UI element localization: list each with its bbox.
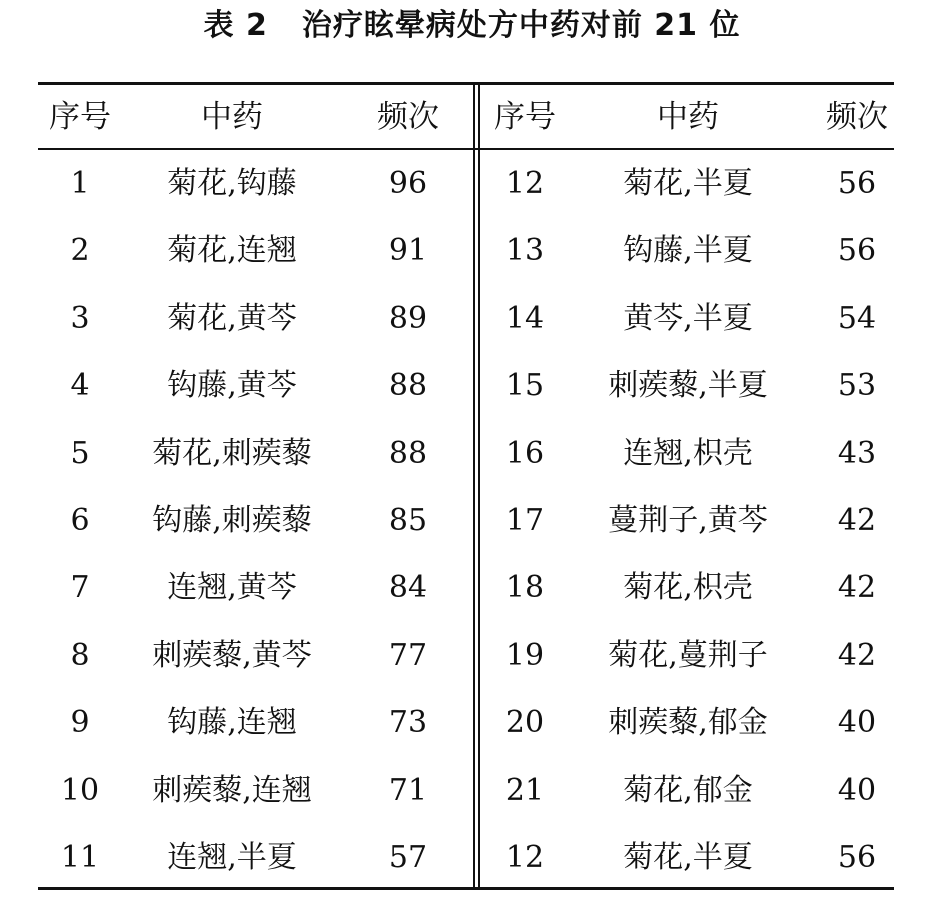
table-row bbox=[0, 154, 944, 214]
cell-frequency: 91 bbox=[388, 233, 428, 269]
cell-frequency: 88 bbox=[388, 368, 428, 404]
cell-frequency: 53 bbox=[837, 368, 877, 404]
cell-seq: 18 bbox=[505, 570, 545, 606]
header-seq: 序号 bbox=[49, 99, 111, 135]
table-title bbox=[0, 6, 944, 46]
cell-herb-pair: 菊花,枳壳 bbox=[623, 570, 753, 606]
cell-herb-pair: 钩藤,半夏 bbox=[623, 233, 753, 269]
header-rule bbox=[38, 148, 894, 150]
table-row bbox=[0, 356, 944, 416]
cell-herb-pair: 连翘,枳壳 bbox=[623, 435, 753, 471]
table-row bbox=[0, 693, 944, 753]
cell-seq: 4 bbox=[70, 368, 90, 404]
cell-frequency: 96 bbox=[388, 166, 428, 201]
cell-herb-pair: 蔓荆子,黄芩 bbox=[608, 503, 768, 538]
cell-herb-pair: 菊花,蔓荆子 bbox=[608, 637, 768, 673]
header-seq: 序号 bbox=[494, 99, 556, 135]
cell-herb-pair: 连翘,黄芩 bbox=[167, 570, 297, 606]
cell-frequency: 84 bbox=[388, 570, 428, 606]
cell-frequency: 56 bbox=[837, 840, 877, 875]
cell-seq: 1 bbox=[70, 166, 90, 201]
cell-seq: 12 bbox=[505, 840, 545, 875]
cell-frequency: 42 bbox=[837, 503, 877, 538]
cell-herb-pair: 刺蒺藜,黄芩 bbox=[152, 637, 312, 673]
cell-frequency: 42 bbox=[837, 637, 877, 673]
cell-seq: 12 bbox=[505, 166, 545, 201]
cell-seq: 2 bbox=[70, 233, 90, 269]
cell-frequency: 77 bbox=[388, 637, 428, 673]
cell-herb-pair: 钩藤,刺蒺藜 bbox=[152, 503, 312, 538]
cell-herb-pair: 菊花,半夏 bbox=[623, 840, 753, 875]
cell-seq: 13 bbox=[505, 233, 545, 269]
cell-frequency: 40 bbox=[837, 705, 877, 741]
cell-frequency: 88 bbox=[388, 435, 428, 471]
header-herb: 中药 bbox=[201, 99, 263, 135]
top-rule bbox=[38, 82, 894, 85]
header-herb: 中药 bbox=[657, 99, 719, 135]
header-freq: 频次 bbox=[826, 99, 888, 135]
cell-seq: 10 bbox=[60, 772, 100, 808]
cell-seq: 20 bbox=[505, 705, 545, 741]
cell-seq: 8 bbox=[70, 637, 90, 673]
cell-frequency: 42 bbox=[837, 570, 877, 606]
cell-herb-pair: 刺蒺藜,连翘 bbox=[152, 772, 312, 808]
cell-herb-pair: 菊花,钩藤 bbox=[167, 166, 297, 201]
cell-frequency: 73 bbox=[388, 705, 428, 741]
cell-seq: 6 bbox=[70, 503, 90, 538]
cell-herb-pair: 连翘,半夏 bbox=[167, 840, 297, 875]
cell-seq: 5 bbox=[70, 435, 90, 471]
cell-seq: 14 bbox=[505, 300, 545, 336]
cell-herb-pair: 菊花,郁金 bbox=[623, 772, 753, 808]
table-row bbox=[0, 761, 944, 821]
table-row bbox=[0, 626, 944, 686]
cell-seq: 16 bbox=[505, 435, 545, 471]
cell-frequency: 40 bbox=[837, 772, 877, 808]
table-row bbox=[0, 221, 944, 281]
cell-seq: 3 bbox=[70, 300, 90, 336]
cell-seq: 15 bbox=[505, 368, 545, 404]
cell-frequency: 89 bbox=[388, 300, 428, 336]
cell-seq: 7 bbox=[70, 570, 90, 606]
cell-herb-pair: 菊花,半夏 bbox=[623, 166, 753, 201]
table-caption: 治疗眩晕病处方中药对前 21 位 bbox=[301, 8, 741, 43]
cell-herb-pair: 钩藤,连翘 bbox=[167, 705, 297, 741]
cell-frequency: 85 bbox=[388, 503, 428, 538]
cell-seq: 17 bbox=[505, 503, 545, 538]
table-row bbox=[0, 828, 944, 888]
cell-herb-pair: 菊花,黄芩 bbox=[167, 300, 297, 336]
cell-seq: 11 bbox=[60, 840, 100, 875]
cell-herb-pair: 菊花,连翘 bbox=[167, 233, 297, 269]
table-row bbox=[0, 491, 944, 551]
table-row bbox=[0, 558, 944, 618]
table-row bbox=[0, 289, 944, 349]
cell-frequency: 56 bbox=[837, 233, 877, 269]
cell-seq: 21 bbox=[505, 772, 545, 808]
cell-herb-pair: 黄芩,半夏 bbox=[623, 300, 753, 336]
cell-frequency: 71 bbox=[388, 772, 428, 808]
cell-herb-pair: 刺蒺藜,郁金 bbox=[608, 705, 768, 741]
cell-frequency: 43 bbox=[837, 435, 877, 471]
cell-herb-pair: 钩藤,黄芩 bbox=[167, 368, 297, 404]
cell-frequency: 56 bbox=[837, 166, 877, 201]
cell-frequency: 54 bbox=[837, 300, 877, 336]
cell-herb-pair: 刺蒺藜,半夏 bbox=[608, 368, 768, 404]
cell-herb-pair: 菊花,刺蒺藜 bbox=[152, 435, 312, 471]
table-row bbox=[0, 424, 944, 484]
table-number: 表 2 bbox=[203, 8, 268, 43]
cell-frequency: 57 bbox=[388, 840, 428, 875]
header-freq: 频次 bbox=[377, 99, 439, 135]
cell-seq: 9 bbox=[70, 705, 90, 741]
cell-seq: 19 bbox=[505, 637, 545, 673]
table-header-row bbox=[0, 87, 944, 147]
